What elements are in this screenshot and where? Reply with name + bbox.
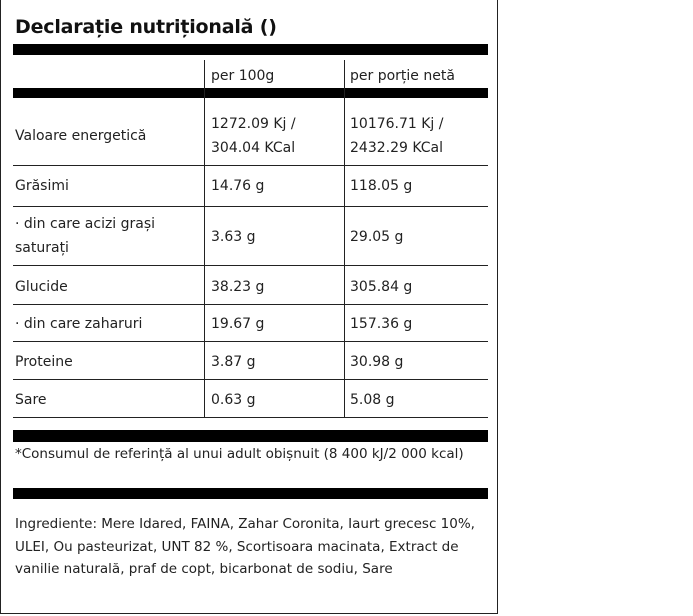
row-label-protein: Proteine <box>15 354 73 370</box>
row-saturated-per100: 3.63 g <box>211 229 256 245</box>
column-separator-2 <box>344 60 345 417</box>
table-bottom-bar <box>13 430 488 442</box>
row-salt-per100: 0.63 g <box>211 392 256 408</box>
title-divider-bar <box>13 44 488 55</box>
row-protein-per100: 3.87 g <box>211 354 256 370</box>
row-label-carbs: Glucide <box>15 279 68 295</box>
row-divider <box>13 206 488 207</box>
row-sugars-per100: 19.67 g <box>211 316 265 332</box>
header-per100: per 100g <box>211 68 275 84</box>
row-label-salt: Sare <box>15 392 47 408</box>
row-fats-portion: 118.05 g <box>350 178 413 194</box>
row-divider <box>13 417 488 418</box>
row-divider <box>13 265 488 266</box>
ingredients-text: Ingrediente: Mere Idared, FAINA, Zahar Coronita, Iaurt grecesc 10%, ULEI, Ou pasteurizat, UNT 82 %, Scortisoara macinata, Extract de vanilie naturală, praf de copt, bicarbonat de sodiu, Sare <box>15 516 475 577</box>
row-saturated-portion: 29.05 g <box>350 229 404 245</box>
row-divider <box>13 165 488 166</box>
column-separator-1 <box>204 60 205 417</box>
row-fats-per100: 14.76 g <box>211 178 265 194</box>
panel-title: Declarație nutrițională () <box>15 16 277 38</box>
row-divider <box>13 341 488 342</box>
reference-footnote: *Consumul de referință al unui adult obișnuit (8 400 kJ/2 000 kcal) <box>15 446 464 462</box>
header-divider-bar <box>13 88 488 98</box>
row-protein-portion: 30.98 g <box>350 354 404 370</box>
row-label-energy: Valoare energetică <box>15 128 147 144</box>
row-label-saturated: · din care acizi grași saturați <box>15 216 156 256</box>
row-carbs-per100: 38.23 g <box>211 279 265 295</box>
row-divider <box>13 379 488 380</box>
row-carbs-portion: 305.84 g <box>350 279 413 295</box>
row-salt-portion: 5.08 g <box>350 392 395 408</box>
row-label-fats: Grăsimi <box>15 178 69 194</box>
footnote-divider-bar <box>13 488 488 499</box>
row-energy-portion: 10176.71 Kj / 2432.29 KCal <box>350 116 444 156</box>
header-per-portion: per porție netă <box>350 68 455 84</box>
row-energy-per100: 1272.09 Kj / 304.04 KCal <box>211 116 296 156</box>
row-sugars-portion: 157.36 g <box>350 316 413 332</box>
row-divider <box>13 304 488 305</box>
row-label-sugars: · din care zaharuri <box>15 316 143 332</box>
